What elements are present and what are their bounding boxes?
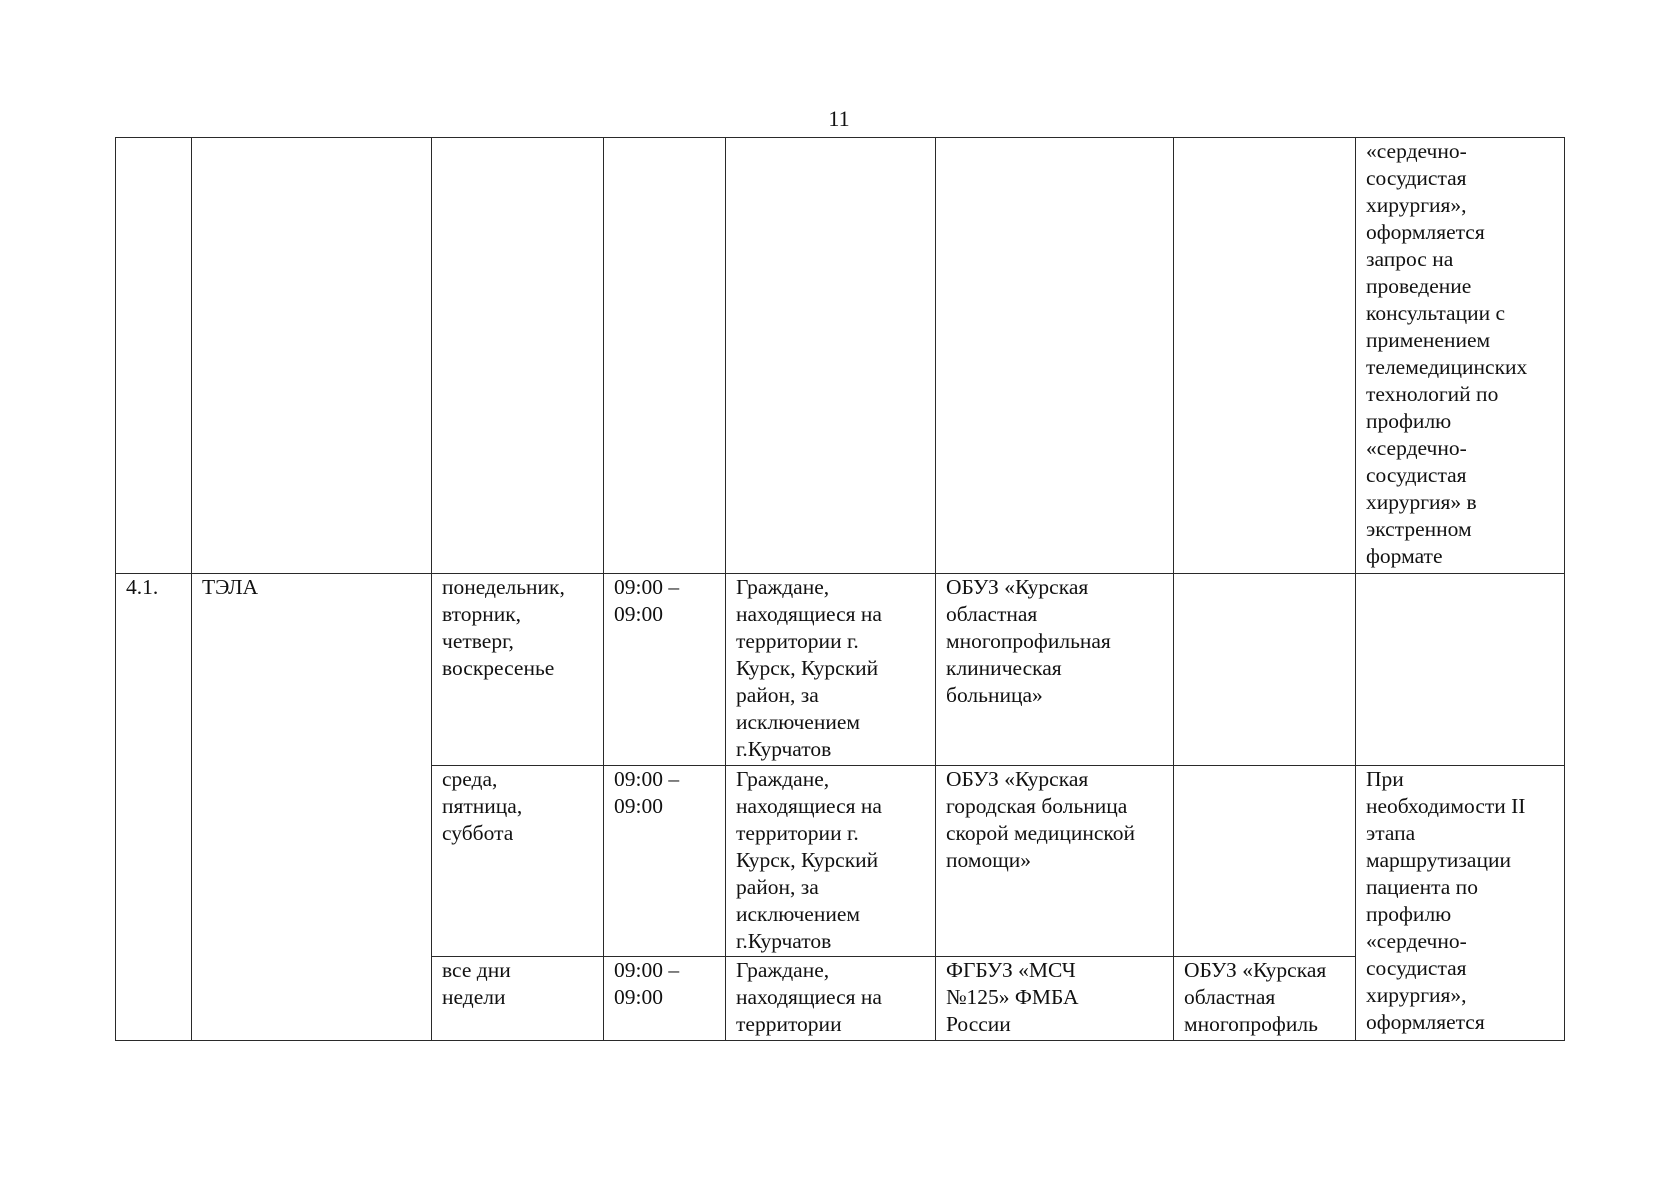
table-row bbox=[116, 574, 1565, 766]
days-cell bbox=[432, 138, 604, 574]
note-cell bbox=[1356, 574, 1565, 766]
days-cell: понедельник, вторник, четверг, воскресенье bbox=[432, 574, 604, 766]
time-cell bbox=[604, 138, 726, 574]
secondary-facility-cell: ОБУЗ «Курская областная многопрофиль bbox=[1174, 957, 1356, 1041]
diagnosis-cell: ТЭЛА bbox=[192, 574, 432, 1041]
population-cell: Граждане, находящиеся на территории bbox=[726, 957, 936, 1041]
secondary-facility-cell bbox=[1174, 766, 1356, 957]
population-cell: Граждане, находящиеся на территории г. Курск, Курский район, за исключением г.Курчатов bbox=[726, 574, 936, 766]
note-cell: «сердечно- сосудистая хирургия», оформляется запрос на проведение консультации с применением телемедицинских технологий по профилю «сердечно- сосудистая хирургия» в экстренном формате bbox=[1356, 138, 1565, 574]
primary-facility-cell: ФГБУЗ «МСЧ №125» ФМБА России bbox=[936, 957, 1174, 1041]
days-cell: все дни недели bbox=[432, 957, 604, 1041]
population-cell: Граждане, находящиеся на территории г. Курск, Курский район, за исключением г.Курчатов bbox=[726, 766, 936, 957]
routing-table bbox=[115, 137, 1565, 1041]
primary-facility-cell bbox=[936, 138, 1174, 574]
continuation-row bbox=[116, 138, 1565, 574]
time-cell: 09:00 – 09:00 bbox=[604, 766, 726, 957]
time-cell: 09:00 – 09:00 bbox=[604, 957, 726, 1041]
population-cell bbox=[726, 138, 936, 574]
section-number-cell: 4.1. bbox=[116, 574, 192, 1041]
secondary-facility-cell bbox=[1174, 138, 1356, 574]
secondary-facility-cell bbox=[1174, 574, 1356, 766]
time-cell: 09:00 – 09:00 bbox=[604, 574, 726, 766]
note-cell: При необходимости II этапа маршрутизации пациента по профилю «сердечно- сосудистая хирургия», оформляется bbox=[1356, 766, 1565, 1041]
diagnosis-cell bbox=[192, 138, 432, 574]
days-cell: среда, пятница, суббота bbox=[432, 766, 604, 957]
primary-facility-cell: ОБУЗ «Курская городская больница скорой медицинской помощи» bbox=[936, 766, 1174, 957]
number-cell bbox=[116, 138, 192, 574]
primary-facility-cell: ОБУЗ «Курская областная многопрофильная клиническая больница» bbox=[936, 574, 1174, 766]
page-number: 11 bbox=[828, 106, 850, 131]
